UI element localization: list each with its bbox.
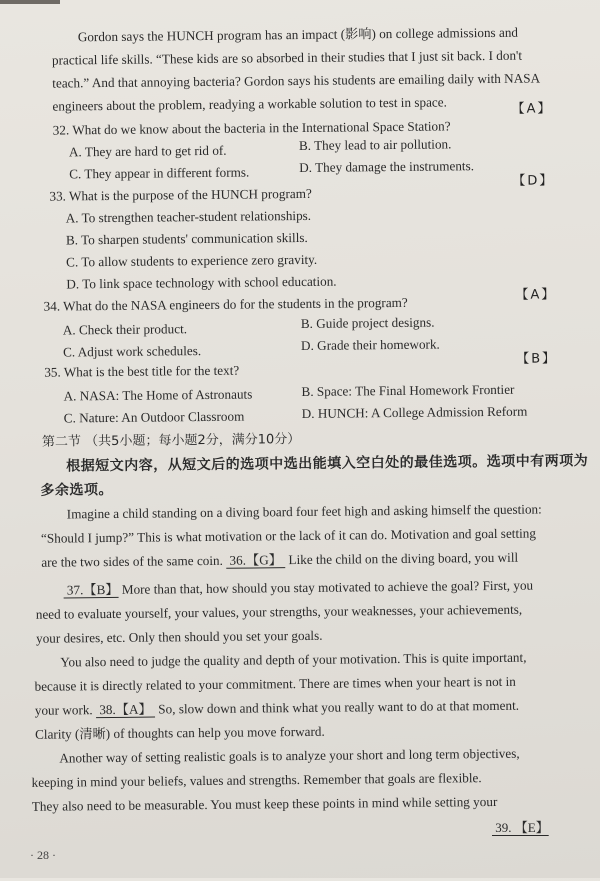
blank-39-answer: 39. 【E】: [492, 820, 549, 835]
passage-b-p3-line-2: because it is directly related to your commitment. There are times when your heart is not in: [34, 673, 516, 694]
question-33-option-b: B. To sharpen students' communication skills.: [65, 229, 308, 248]
question-32-option-c: C. They appear in different forms.: [69, 164, 250, 182]
question-33-option-c: C. To allow students to experience zero gravity.: [66, 251, 318, 270]
passage-b-p1-line-3-pre: are the two sides of the same coin.: [41, 552, 223, 570]
blank-36-answer: 36.【G】: [226, 552, 286, 568]
question-35-option-d: D. HUNCH: A College Admission Reform: [301, 403, 528, 421]
question-35-option-a: A. NASA: The Home of Astronauts: [63, 386, 253, 404]
passage-b-p4-line-3-text: They also need to be measurable. You must keep these points in mind while setting your: [31, 793, 498, 814]
section-2-instruction-line-2: 多余选项。: [40, 481, 114, 499]
passage-b-p3-line-3: [35, 698, 519, 719]
answer-mark-33: 【D】: [512, 173, 555, 189]
blank-38-answer: 38.【A】: [95, 701, 156, 718]
question-34-option-c: C. Adjust work schedules.: [62, 343, 202, 360]
answer-mark-35: 【B】: [516, 351, 558, 367]
passage-a-line-4: engineers about the problem, readying a workable solution to test in space.: [52, 94, 447, 114]
section-2-instruction-line-1: 根据短文内容，从短文后的选项中选出能填入空白处的最佳选项。选项中有两项为: [66, 452, 589, 475]
passage-b-p4-line-1: Another way of setting realistic goals is to analyze your short and long term objectives,: [59, 745, 520, 766]
passage-b-p4-line-2-text: keeping in mind your beliefs, values and strengths. Remember that goals are flexible.: [31, 770, 482, 790]
passage-a-line-1: Gordon says the HUNCH program has an impact (影响) on college admissions and: [77, 24, 519, 45]
question-33-option-a: A. To strengthen teacher-student relationships.: [65, 207, 312, 226]
passage-b-p2-line-3: your desires, etc. Only then should you set your goals.: [35, 627, 323, 646]
question-32-option-b: B. They lead to air pollution.: [298, 136, 452, 153]
passage-b-p3-line-1: You also need to judge the quality and depth of your motivation. This is quite important,: [60, 649, 527, 670]
passage-b-p1-line-3-post: Like the child on the diving board, you will: [288, 549, 519, 568]
question-32-option-d: D. They damage the instruments.: [299, 158, 475, 175]
question-33-stem: 33. What is the purpose of the HUNCH program?: [49, 185, 312, 204]
passage-b-p4-line-2: [31, 770, 481, 791]
blank-37-answer: 37.【B】: [63, 581, 119, 598]
passage-a-line-3: teach.” And that annoying bacteria? Gordon says his students are emailing daily with NASA: [52, 70, 541, 91]
passage-b-p3-line-4: Clarity (清晰) of thoughts can help you move forward.: [34, 723, 325, 742]
passage-b-p1-line-3: [41, 550, 518, 571]
passage-a-line-2: practical life skills. “These kids are so absorbed in their studies that I just sit back. I don't: [51, 47, 523, 68]
question-33-option-d: D. To link space technology with school education.: [66, 273, 337, 292]
passage-b-p1-line-1: Imagine a child standing on a diving board four feet high and asking himself the question:: [66, 501, 542, 522]
passage-b-p3-line-3-pre: your work.: [34, 702, 93, 718]
blank-39-answer-wrap: [492, 820, 549, 836]
question-35-option-c: C. Nature: An Outdoor Classroom: [63, 408, 245, 426]
passage-b-p4-line-3: [32, 794, 498, 815]
passage-b-p1-line-2: “Should I jump?” This is what motivation or the lack of it can do. Motivation and goal setting: [40, 525, 537, 546]
answer-mark-34: 【A】: [515, 287, 557, 303]
passage-b-p2-line-1: [63, 578, 533, 599]
answer-mark-32: 【A】: [511, 101, 553, 117]
question-34-option-a: A. Check their product.: [62, 321, 188, 338]
question-34-stem: 34. What do the NASA engineers do for the students in the program?: [43, 294, 408, 314]
passage-b-p2-line-1-post: More than that, how should you stay motivated to achieve the goal? First, you: [121, 577, 534, 597]
passage-b-p3-line-3-post: So, slow down and think what you really want to do at that moment.: [158, 697, 520, 717]
question-34-option-d: D. Grade their homework.: [300, 336, 440, 353]
question-35-option-b: B. Space: The Final Homework Frontier: [301, 381, 515, 399]
question-35-stem: 35. What is the best title for the text?: [44, 362, 240, 380]
question-32-stem: 32. What do we know about the bacteria in the International Space Station?: [52, 118, 451, 138]
passage-b-p2-line-2: need to evaluate yourself, your values, your strengths, your weaknesses, your achievements,: [35, 601, 523, 622]
question-34-option-b: B. Guide project designs.: [300, 314, 435, 331]
question-32-option-a: A. They are hard to get rid of.: [68, 142, 227, 160]
section-2-heading: 第二节 （共5小题；每小题2分，满分10分）: [41, 431, 301, 450]
page-number: · 28 ·: [30, 848, 56, 862]
